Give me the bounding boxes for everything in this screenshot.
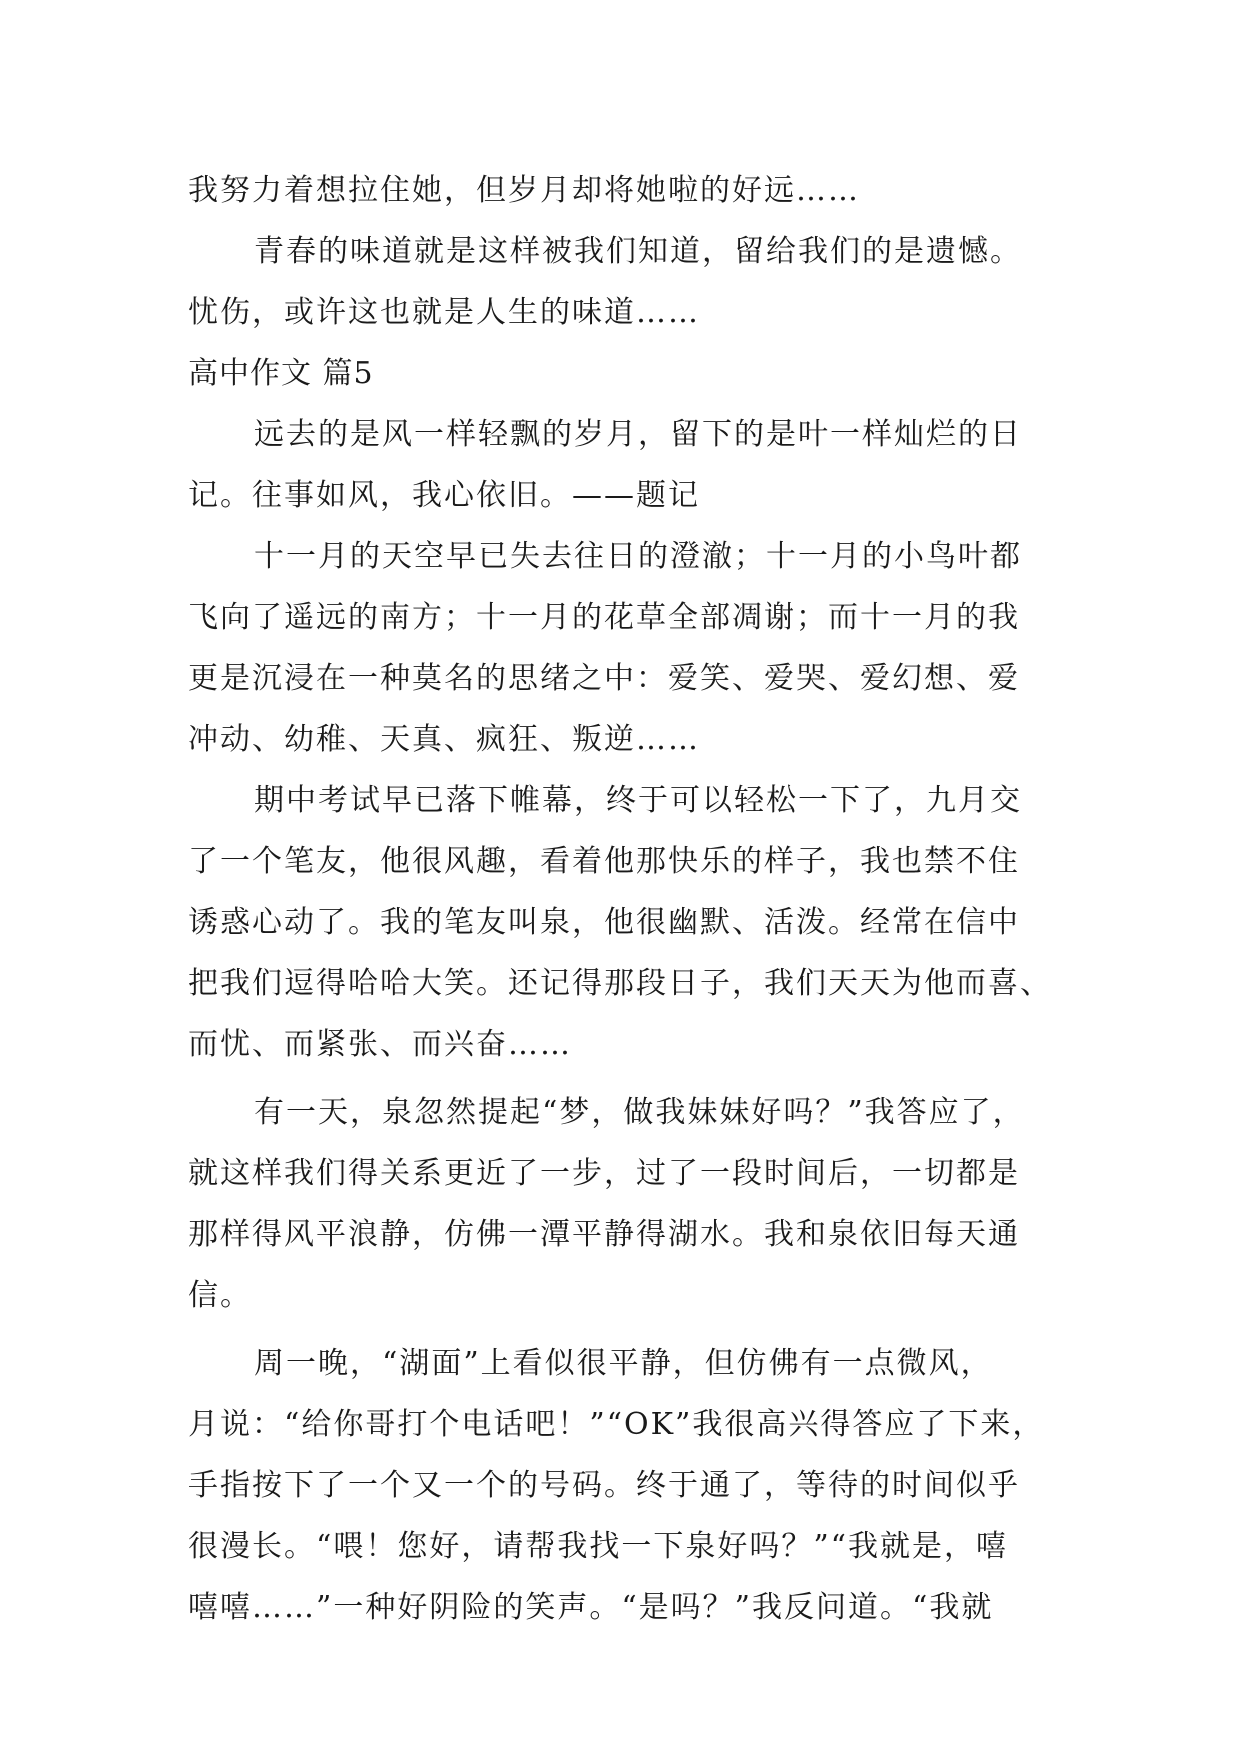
text-line: 记。往事如风，我心依旧。——题记 [188,478,700,513]
text-line: 手指按下了一个又一个的号码。终于通了，等待的时间似乎 [188,1468,1020,1503]
paragraph-first-line: 远去的是风一样轻飘的岁月，留下的是叶一样灿烂的日 [254,417,1022,452]
text-line: 忧伤，或许这也就是人生的味道…… [188,295,700,330]
text-line: 冲动、幼稚、天真、疯狂、叛逆…… [188,722,700,757]
text-line: 嘻嘻……”一种好阴险的笑声。“是吗？”我反问道。“我就 [188,1590,994,1625]
text-line: 飞向了遥远的南方；十一月的花草全部凋谢；而十一月的我 [188,600,1020,635]
text-line: 就这样我们得关系更近了一步，过了一段时间后，一切都是 [188,1156,1020,1191]
text-line: 我努力着想拉住她，但岁月却将她啦的好远…… [188,173,860,208]
paragraph-first-line: 有一天，泉忽然提起“梦，做我妹妹好吗？”我答应了， [254,1095,1025,1130]
text-line: 很漫长。“喂！您好，请帮我找一下泉好吗？”“我就是，嘻 [188,1529,1009,1564]
text-line: 信。 [188,1278,252,1313]
text-line: 而忧、而紧张、而兴奋…… [188,1027,572,1062]
essay-body [188,160,1068,1638]
paragraph-first-line: 青春的味道就是这样被我们知道，留给我们的是遗憾。 [254,234,1022,269]
text-line: 月说：“给你哥打个电话吧！”“OK”我很高兴得答应了下来， [188,1407,1045,1442]
section-heading: 高中作文 篇5 [188,356,374,391]
paragraph-spacer [188,1326,1068,1333]
text-line: 把我们逗得哈哈大笑。还记得那段日子，我们天天为他而喜、 [188,966,1052,1001]
text-line: 更是沉浸在一种莫名的思绪之中：爱笑、爱哭、爱幻想、爱 [188,661,1020,696]
paragraph-first-line: 期中考试早已落下帷幕，终于可以轻松一下了，九月交 [254,783,1022,818]
paragraph-first-line: 十一月的天空早已失去往日的澄澈；十一月的小鸟叶都 [254,539,1022,574]
text-line: 诱惑心动了。我的笔友叫泉，他很幽默、活泼。经常在信中 [188,905,1020,940]
text-line: 那样得风平浪静，仿佛一潭平静得湖水。我和泉依旧每天通 [188,1217,1020,1252]
text-line: 了一个笔友，他很风趣，看着他那快乐的样子，我也禁不住 [188,844,1020,879]
paragraph-spacer [188,1075,1068,1082]
paragraph-first-line: 周一晚，“湖面”上看似很平静，但仿佛有一点微风， [254,1346,993,1381]
